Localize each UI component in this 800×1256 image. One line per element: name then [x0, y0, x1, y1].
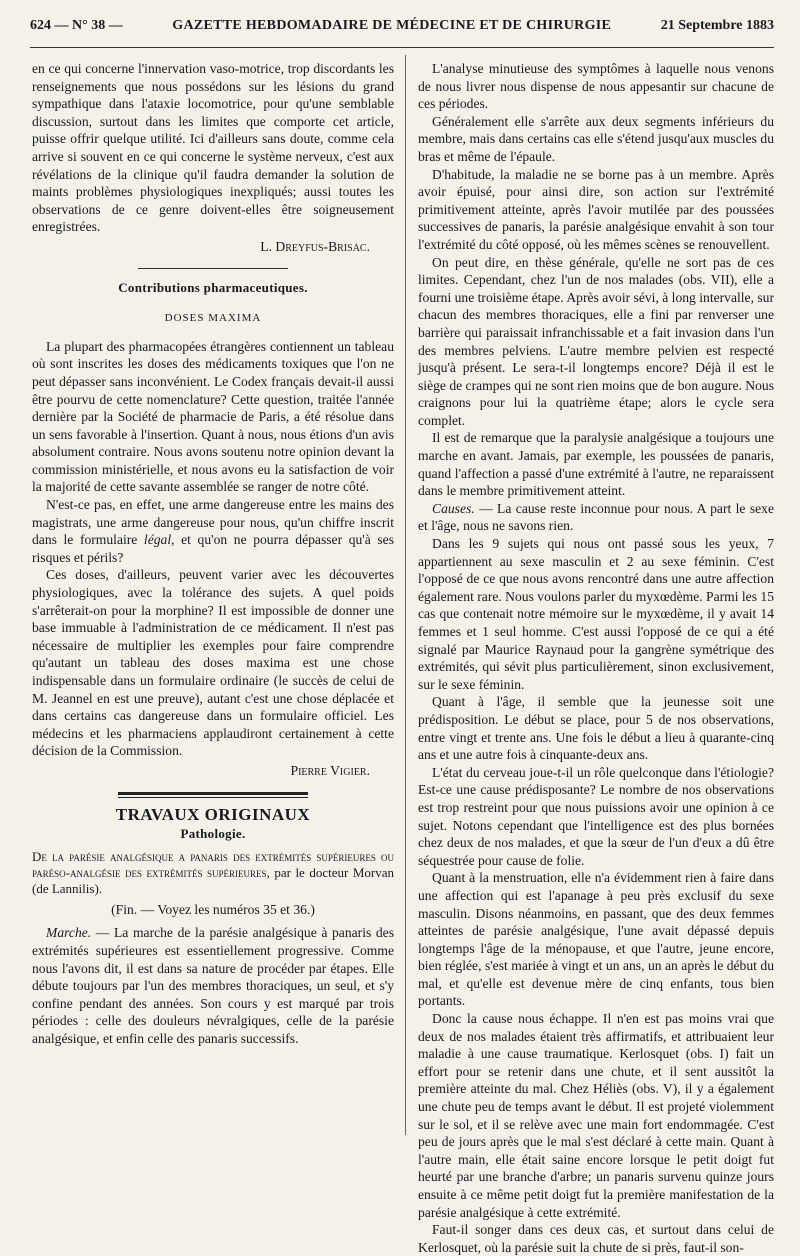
paragraph: Ces doses, d'ailleurs, peuvent varier avec les découvertes physiologiques, avec la tolérance des sujets. A quel poids s'arrêterait-on pour la morphine? Il est impossible de donner une base immuable à l'administration de ce médicament. Il n'est pas nécessaire de multiplier les exemples pour faire comprendre qu'autant un tableau des doses maxima est une chose indispensable dans un formulaire ordinaire (le succès de celui de M. Jeannel en est une preuve), autant c'est une chose déplacée et dans certains cas dangereuse dans un formulaire officiel. Les médecins et les pharmaciens applaudiront certainement à cette décision de la Commission. — [32, 567, 394, 759]
issue-date: 21 Septembre 1883 — [660, 18, 774, 33]
paragraph: Dans les 9 sujets qui nous ont passé sous les yeux, 7 appartiennent au sexe masculin et 2 au sexe féminin. C'est l'opposé de ce que nous avons rencontré dans une autre affection également rare. Nous voulons parler du myxœdème. Parmi les 15 cas que contenait notre mémoire sur le myxœdème, il y avait 14 femmes et 1 seul homme. C'est aussi l'opposé de ce qui a été signalé par Maurice Raynaud pour la gangrène symétrique des extrémités, qui sévit plus particulièrement, sinon exclusivement, sur le sexe féminin. — [418, 536, 774, 692]
subsection-heading: DOSES MAXIMA — [164, 312, 262, 325]
journal-title: GAZETTE HEBDOMADAIRE DE MÉDECINE ET DE CHIRURGIE — [172, 18, 612, 33]
right-column — [418, 60, 774, 1256]
paragraph: D'habitude, la maladie ne se borne pas à un membre. Après avoir épuisé, pour ainsi dire, son action sur l'extrémité primitivement atteinte, après l'avoir mutilée par des poussées successives de panaris, la parésie analgésique envahit à son tour l'extrémité du côté opposé, où les mêmes scènes se renouvellent. — [418, 166, 774, 252]
paragraph: en ce qui concerne l'innervation vaso-motrice, trop discordants les renseignements que nous possédons sur les lésions du grand sympathique dans l'ataxie locomotrice, pour qu'une semblable discussion, surtout dans les limites que comporte cet article, puisse offrir quelque utilité. Ici d'ailleurs sans doute, comme cela arrive si souvent en ce qui concerne le système nerveux, c'est aux révélations de la clinique qu'il faudra demander la solution de maints problèmes physiologiques inexpliqués; aussi toutes les observations de ce genre doivent-elles être soigneusement enregistrées. — [32, 61, 394, 235]
section-heading: TRAVAUX ORIGINAUX — [115, 804, 311, 824]
article-title-text: De la parésie analgésique a panaris des extrémités supérieures ou paréso-analgésie des extrémités supérieures, — [32, 848, 394, 880]
paragraph: Il est de remarque que la paralysie analgésique a toujours une marche en avant. Jamais, par exemple, les poussées de panaris, quand l'affection a passé d'une extrémité à l'autre, ne reparaissent dans le membre primitivement atteint. — [418, 430, 774, 499]
column-divider — [405, 55, 406, 1135]
text-run: , et qu'on ne pourra dépasser qu'à ses risques et périls? — [32, 532, 394, 565]
author-signature: L. Dreyfus-Brisac. — [260, 238, 370, 254]
paragraph: La plupart des pharmacopées étrangères contiennent un tableau où sont inscrites les doses des médicaments toxiques que l'on ne peut dépasser sans inconvénient. Le Codex français devait-il aussi être pourvu de cette nomenclature? Cette question, traitée l'année dernière par la Société de pharmacie de Paris, a été résolue dans un sens favorable à l'insertion. Quant à nous, nous étions d'un avis absolument contraire. Nous avons soutenu notre opinion devant la commission ministérielle, et nous avons eu la satisfaction de voir la majorité de cette savante assemblée se ranger de notre côté. — [32, 338, 394, 495]
text-run: — La cause reste inconnue pour nous. A part le sexe et l'âge, nous ne savons rien. — [418, 500, 774, 534]
paragraph — [32, 924, 394, 1047]
section-divider — [118, 792, 308, 798]
text-run: N'est-ce pas, en effet, une arme dangereuse entre les mains des magistrats, une arme dangereuse pour nous, qu'un chiffre inscrit dans le formulaire — [32, 497, 394, 548]
page-header — [30, 18, 774, 42]
left-column — [32, 60, 394, 1048]
text-run: — La marche de la parésie analgésique à panaris des extrémités supérieures est essentiellement progressive. Comme nous l'avons dit, il est dans sa nature de procéder par étapes. Elle débute toujours par l'un des membres thoraciques, un seul, et s'y confine pendant des années. Son cours y est marqué par trois périodes : celle des douleurs névralgiques, celle de la parésie analgésique, et enfin celle des panaris successifs. — [32, 925, 394, 1046]
subsection-heading: Pathologie. — [180, 826, 246, 842]
paragraph: L'état du cerveau joue-t-il un rôle quelconque dans l'étiologie? Est-ce une cause prédisposante? Le nombre de nos observations est trop restreint pour que nous puissions avoir une opinion à ce sujet. Notons cependant que l'intelligence est des plus bornées chez deux de nos malades, et que la sœur de l'un d'eux a dû être séquestrée pour cause de folie. — [418, 764, 774, 868]
section-heading: Contributions pharmaceutiques. — [118, 279, 308, 295]
run-in-heading: Causes. — [432, 500, 475, 516]
paragraph: Faut-il songer dans ces deux cas, et surtout dans celui de Kerlosquet, où la parésie suit la chute de si près, faut-il son- — [418, 1222, 774, 1255]
paragraph: On peut dire, en thèse générale, qu'elle ne sort pas de ces limites. Cependant, chez l'un de nos malades (obs. VII), elle a fourni une troisième étape. Après avoir sévi, à long intervalle, sur chacun des membres thoraciques, elle a fini par renverser une barrière qui paraissait infranchissable et a fait invasion dans l'un des membres pelviens. L'autre membre pelvien est respecté jusqu'à présent. Le sera-t-il longtemps encore? Déjà il est le siège de crampes qui ne sont rien moins que de bon augure. Nous craignons pour lui la quatrième étape; alors le cycle sera complet. — [418, 254, 774, 428]
header-rule — [30, 47, 774, 48]
paragraph — [418, 500, 774, 535]
paragraph: Généralement elle s'arrête aux deux segments inférieurs du membre, mais dans certains cas elle s'étend jusqu'aux muscles du bras et même de l'épaule. — [418, 113, 774, 164]
paragraph: Donc la cause nous échappe. Il n'en est pas moins vrai que deux de nos malades étaient très affirmatifs, et attribuaient leur maladie à une cause traumatique. Kerlosquet (obs. I) fait un effort pour se retenir dans une chute, et il sent aussitôt la première atteinte du mal. Chez Héliès (obs. V), il y a également une chute peu de temps avant le début. Il est projeté violemment sur le sol, et il se relève avec une main fort endommagée. C'est peu de jours après que le mal s'est déclaré à cette main. Quant à l'autre main, elle était saine encore lorsque le petit doigt fut heurté par une branche d'arbre; un panaris survenu quinze jours ensuite à ce même petit doigt fut la première manifestation de la parésie analgésique à cette extrémité. — [418, 1011, 774, 1220]
issue-number: — N° 38 — — [54, 18, 123, 33]
paragraph: Quant à la menstruation, elle n'a évidemment rien à faire dans une affection qui est l'apanage à peu près exclusif du sexe masculin. Disons néanmoins, en passant, que des deux femmes atteintes de parésie analgésique, l'une avait dépassé depuis longtemps l'âge de la ménopause, et que l'autre, jeune encore, bien réglée, s'est mariée à vingt et un ans, un an après le début du mal, et qu'elle est devenue mère de cinq enfants, tous bien portants. — [418, 870, 774, 1009]
paragraph: L'analyse minutieuse des symptômes à laquelle nous venons de nous livrer nous dispense de nous appesantir sur chacune de ces périodes. — [418, 61, 774, 112]
page-number: 624 — [30, 18, 51, 33]
section-divider — [138, 268, 288, 269]
paragraph: Quant à l'âge, il semble que la jeunesse soit une prédisposition. Le début se place, pour 5 de nos observations, entre vingt et trente ans. Une fois le début a lieu à quarante-cinq ans et une autre fois à cinquante-deux ans. — [418, 694, 774, 763]
article-title — [32, 849, 394, 897]
article-author: par le docteur Morvan (de Lannilis). — [32, 864, 394, 896]
continuation-note: (Fin. — Voyez les numéros 35 et 36.) — [111, 901, 315, 917]
run-in-heading: Marche. — [46, 925, 92, 941]
author-signature: Pierre Vigier. — [290, 762, 370, 778]
emphasis: légal — [143, 532, 172, 548]
paragraph — [32, 496, 394, 566]
page-number-and-issue — [30, 18, 123, 34]
